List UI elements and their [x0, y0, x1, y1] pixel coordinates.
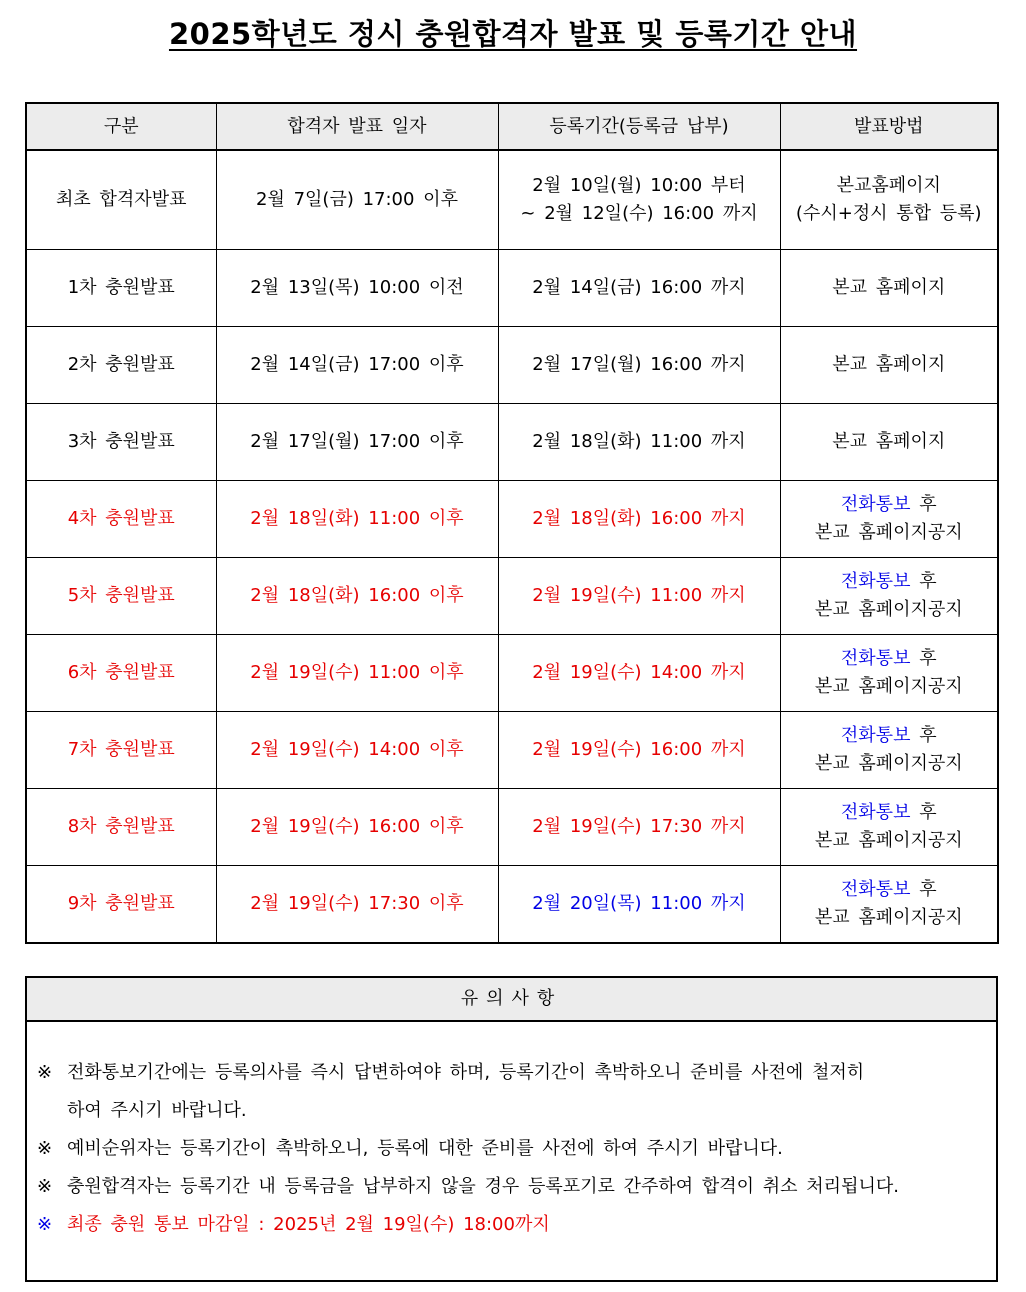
- note-text-cont: 하여 주시기 바랍니다.: [67, 1100, 247, 1121]
- table-row: [26, 404, 998, 481]
- announce-date: 2월 7일(금) 17:00 이후: [216, 150, 498, 250]
- registration-period: [498, 150, 780, 250]
- reference-mark-icon: ※: [37, 1214, 53, 1235]
- row-label: 4차 충원발표: [26, 481, 216, 558]
- row-label: 9차 충원발표: [26, 866, 216, 944]
- table-row: [26, 712, 998, 789]
- row-label: 최초 합격자발표: [26, 150, 216, 250]
- note-item: [37, 1054, 996, 1130]
- note-text: 충원합격자는 등록기간 내 등록금을 납부하지 않을 경우 등록포기로 간주하여 합격이 취소 처리됩니다.: [67, 1176, 899, 1197]
- header-registration-period: 등록기간(등록금 납부): [498, 103, 780, 150]
- reference-mark-icon: ※: [37, 1176, 53, 1197]
- method-after: 후: [910, 879, 937, 900]
- notes-heading: 유의사항: [27, 978, 996, 1022]
- announce-date: 2월 19일(수) 17:30 이후: [216, 866, 498, 944]
- announce-method: [780, 150, 998, 250]
- note-item: [37, 1130, 996, 1168]
- method-after: 후: [910, 494, 937, 515]
- phone-notice: 전화통보: [840, 879, 911, 900]
- registration-period: 2월 20일(목) 11:00 까지: [498, 866, 780, 944]
- table-row: [26, 789, 998, 866]
- method-line: 본교 홈페이지공지: [814, 676, 963, 697]
- method-line: 본교 홈페이지공지: [814, 599, 963, 620]
- registration-period: 2월 18일(화) 16:00 까지: [498, 481, 780, 558]
- phone-notice: 전화통보: [840, 802, 911, 823]
- announce-date: 2월 13일(목) 10:00 이전: [216, 250, 498, 327]
- registration-period: 2월 14일(금) 16:00 까지: [498, 250, 780, 327]
- notes-box: [25, 976, 998, 1282]
- reference-mark-icon: ※: [37, 1062, 53, 1083]
- method-after: 후: [910, 725, 937, 746]
- announce-date: 2월 19일(수) 14:00 이후: [216, 712, 498, 789]
- method-line: 본교 홈페이지공지: [814, 753, 963, 774]
- announce-method: [780, 866, 998, 944]
- announce-date: 2월 18일(화) 11:00 이후: [216, 481, 498, 558]
- method-line: 본교홈페이지: [836, 175, 941, 196]
- notes-body: [27, 1022, 996, 1244]
- header-announce-method: 발표방법: [780, 103, 998, 150]
- registration-period: 2월 17일(월) 16:00 까지: [498, 327, 780, 404]
- row-label: 6차 충원발표: [26, 635, 216, 712]
- registration-period: 2월 19일(수) 17:30 까지: [498, 789, 780, 866]
- announce-date: 2월 14일(금) 17:00 이후: [216, 327, 498, 404]
- schedule-table: [25, 102, 999, 944]
- method-line: 본교 홈페이지공지: [814, 907, 963, 928]
- row-label: 1차 충원발표: [26, 250, 216, 327]
- registration-end: ~ 2월 12일(수) 16:00 까지: [520, 203, 758, 224]
- table-row: [26, 327, 998, 404]
- table-row: [26, 250, 998, 327]
- registration-period: 2월 18일(화) 11:00 까지: [498, 404, 780, 481]
- note-item: [37, 1168, 996, 1206]
- page-title: 2025학년도 정시 충원합격자 발표 및 등록기간 안내: [168, 17, 858, 51]
- announce-date: 2월 18일(화) 16:00 이후: [216, 558, 498, 635]
- method-note: (수시+정시 통합 등록): [795, 203, 982, 224]
- announce-method: 본교 홈페이지: [780, 327, 998, 404]
- phone-notice: 전화통보: [840, 648, 911, 669]
- row-label: 7차 충원발표: [26, 712, 216, 789]
- announce-method: 본교 홈페이지: [780, 404, 998, 481]
- announce-date: 2월 17일(월) 17:00 이후: [216, 404, 498, 481]
- phone-notice: 전화통보: [840, 571, 911, 592]
- registration-start: 2월 10일(월) 10:00 부터: [532, 175, 746, 196]
- table-row: [26, 150, 998, 250]
- note-item-deadline: [37, 1206, 996, 1244]
- note-text: 전화통보기간에는 등록의사를 즉시 답변하여야 하며, 등록기간이 촉박하오니 준비를 사전에 철저히: [67, 1062, 865, 1083]
- announce-method: [780, 789, 998, 866]
- table-row: [26, 635, 998, 712]
- row-label: 2차 충원발표: [26, 327, 216, 404]
- table-row: [26, 558, 998, 635]
- method-line: 본교 홈페이지공지: [814, 522, 963, 543]
- method-after: 후: [910, 648, 937, 669]
- table-row: [26, 481, 998, 558]
- announce-method: [780, 635, 998, 712]
- registration-period: 2월 19일(수) 16:00 까지: [498, 712, 780, 789]
- announce-method: [780, 712, 998, 789]
- header-announce-date: 합격자 발표 일자: [216, 103, 498, 150]
- row-label: 8차 충원발표: [26, 789, 216, 866]
- phone-notice: 전화통보: [840, 725, 911, 746]
- note-text: 예비순위자는 등록기간이 촉박하오니, 등록에 대한 준비를 사전에 하여 주시기 바랍니다.: [67, 1138, 783, 1159]
- row-label: 5차 충원발표: [26, 558, 216, 635]
- phone-notice: 전화통보: [840, 494, 911, 515]
- registration-period: 2월 19일(수) 11:00 까지: [498, 558, 780, 635]
- reference-mark-icon: ※: [37, 1138, 53, 1159]
- method-line: 본교 홈페이지공지: [814, 830, 963, 851]
- note-text: 최종 충원 통보 마감일 : 2025년 2월 19일(수) 18:00까지: [67, 1214, 550, 1235]
- row-label: 3차 충원발표: [26, 404, 216, 481]
- announce-method: [780, 481, 998, 558]
- announce-method: [780, 558, 998, 635]
- announce-date: 2월 19일(수) 16:00 이후: [216, 789, 498, 866]
- registration-period: 2월 19일(수) 14:00 까지: [498, 635, 780, 712]
- header-category: 구분: [26, 103, 216, 150]
- method-after: 후: [910, 571, 937, 592]
- method-after: 후: [910, 802, 937, 823]
- announce-method: 본교 홈페이지: [780, 250, 998, 327]
- table-row: [26, 866, 998, 944]
- announce-date: 2월 19일(수) 11:00 이후: [216, 635, 498, 712]
- table-header-row: [26, 103, 998, 150]
